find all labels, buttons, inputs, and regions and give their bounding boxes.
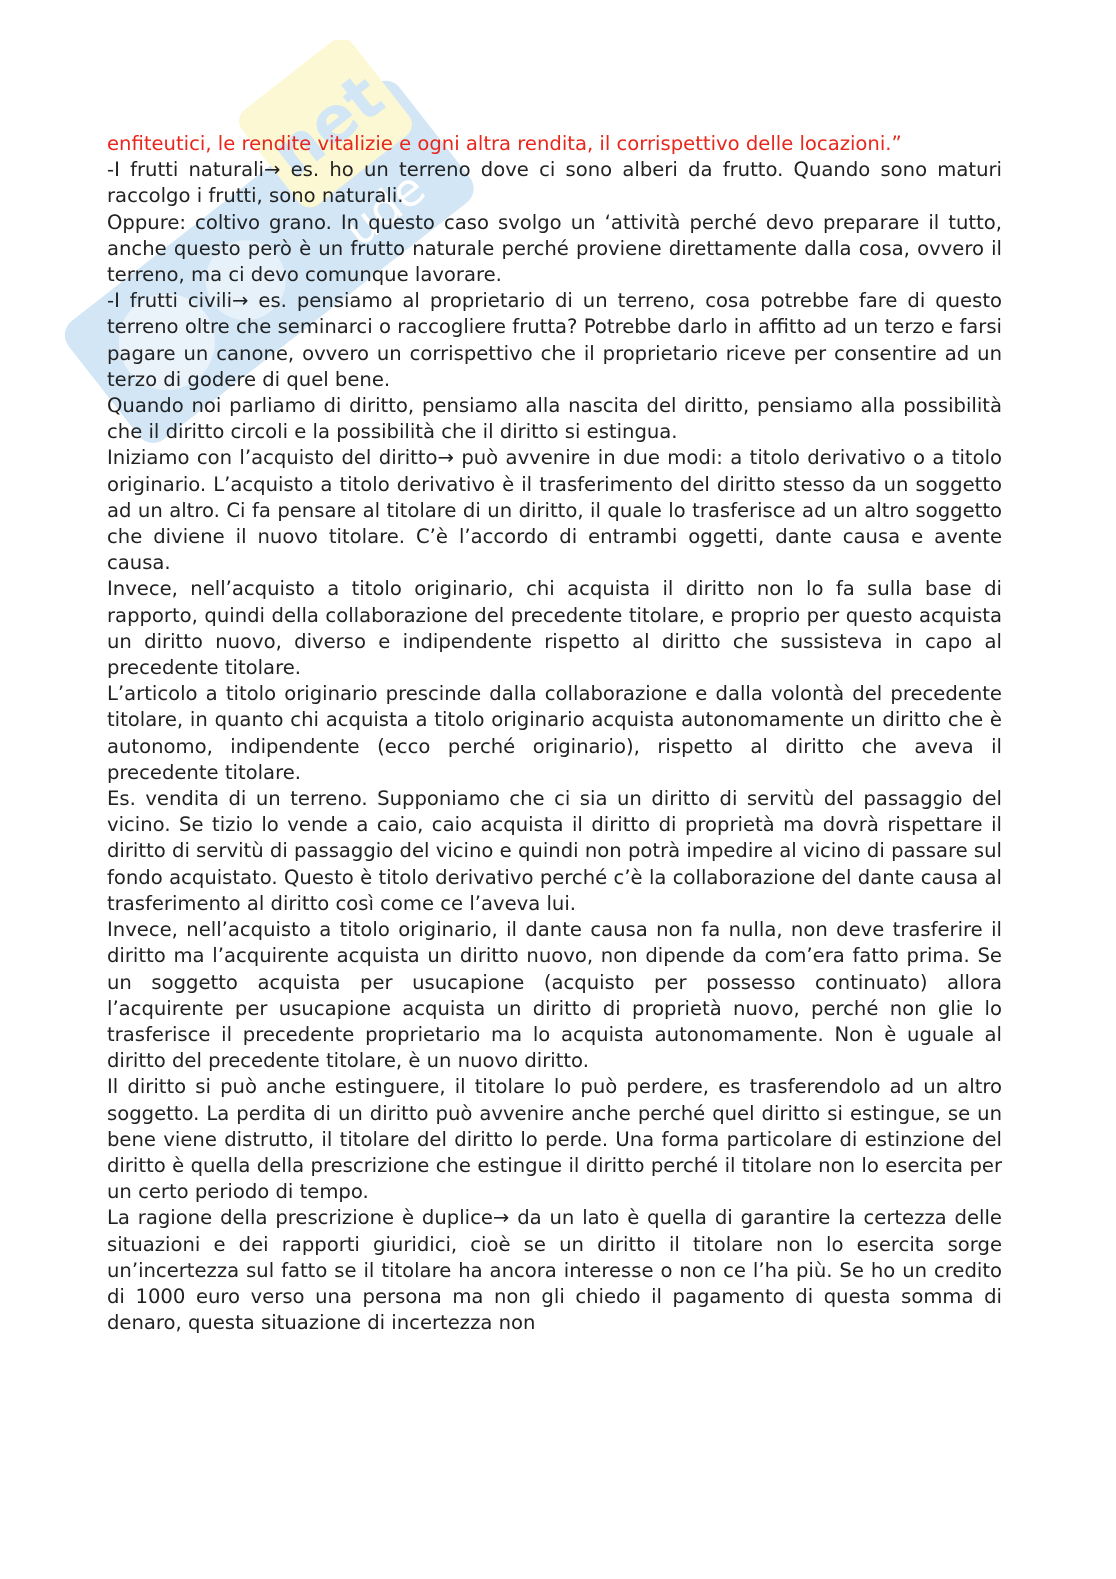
paragraph-civil-fruits: -I frutti civili→ es. pensiamo al proprietario di un terreno, cosa potrebbe fare di questo terreno oltre che seminarci o raccogliere frutta? Potrebbe darlo in affitto ad un terzo e farsi pagare un canone, ovvero un corrispettivo che il proprietario riceve per consentire ad un terzo di godere di quel bene. — [107, 289, 1002, 391]
paragraph-original-title: L’articolo a titolo originario prescinde dalla collaborazione e dalla volontà del precedente titolare, in quanto chi acquista a titolo originario acquista autonomamente un diritto che è autonomo, indipendente (ecco perché originario), rispetto al diritto che aveva il precedente titolare. — [107, 682, 1002, 784]
paragraph-original-acquisition: Invece, nell’acquisto a titolo originario, chi acquista il diritto non lo fa sulla base di rapporto, quindi della collaborazione del precedente titolare, e proprio per questo acquista un diritto nuovo, diverso e indipendente rispetto al diritto che sussisteva in capo al precedente titolare. — [107, 577, 1002, 680]
paragraph-land-sale-example: Es. vendita di un terreno. Supponiamo che ci sia un diritto di servitù del passaggio del vicino. Se tizio lo vende a caio, caio acquista il diritto di proprietà ma dovrà rispettare il diritto di servitù di passaggio del vicino e quindi non potrà impedire al vicino di passare sul fondo acquistato. Questo è titolo derivativo perché c’è la collaborazione del dante causa al trasferimento al diritto così come ce l’aveva lui. — [107, 787, 1002, 915]
paragraph-civil-fruits-quote: enfiteutici, le rendite vitalizie e ogni altra rendita, il corrispettivo delle locazioni.” — [107, 132, 902, 155]
document-body — [107, 131, 1002, 1336]
watermark-text-main: net — [257, 60, 398, 192]
paragraph-right-lifecycle: Quando noi parliamo di diritto, pensiamo alla nascita del diritto, pensiamo alla possibilità che il diritto circoli e la possibilità che il diritto si estingua. — [107, 394, 1002, 444]
paragraph-natural-fruits: -I frutti naturali→ es. ho un terreno dove ci sono alberi da frutto. Quando sono maturi raccolgo i frutti, sono naturali. — [107, 158, 1002, 208]
paragraph-prescription-reason: La ragione della prescrizione è duplice→ da un lato è quella di garantire la certezza delle situazioni e dei rapporti giuridici, cioè se un diritto il titolare non lo esercita sorge un’incertezza sul fatto se il titolare ha ancora interesse o non ce l’ha più. Se ho un credito di 1000 euro verso una persona ma non gli chiedo il pagamento di questa somma di denaro, questa situazione di incertezza non — [107, 1206, 1002, 1335]
paragraph-grain-example: Oppure: coltivo grano. In questo caso svolgo un ‘attività perché devo preparare il tutto, anche questo però è un frutto naturale perché proviene direttamente dalla cosa, ovvero il terreno, ma ci devo comunque lavorare. — [107, 210, 1002, 287]
paragraph-acquisition-modes: Iniziamo con l’acquisto del diritto→ può avvenire in due modi: a titolo derivativo o a titolo originario. L’acquisto a titolo derivativo è il trasferimento del diritto stesso da un soggetto ad un altro. Ci fa pensare al titolare di un diritto, il quale lo trasferisce ad un altro soggetto che diviene il nuovo titolare. C’è l’accordo di entrambi oggetti, dante causa e avente causa. — [107, 446, 1002, 575]
paragraph-extinction: Il diritto si può anche estinguere, il titolare lo può perdere, es trasferendolo ad un altro soggetto. La perdita di un diritto può avvenire anche perché quel diritto si estingue, se un bene viene distrutto, il titolare del diritto lo perde. Una forma particolare di estinzione del diritto è quella della prescrizione che estingue il diritto perché il titolare non lo esercita per un certo periodo di tempo. — [107, 1075, 1002, 1204]
watermark-text-secondary: ude — [333, 160, 436, 257]
paragraph-usucapione: Invece, nell’acquisto a titolo originario, il dante causa non fa nulla, non deve trasferire il diritto ma l’acquirente acquista un diritto nuovo, non dipende da com’era fatto prima. Se un soggetto acquista per usucapione (acquisto per possesso continuato) allora l’acquirente per usucapione acquista un diritto di proprietà nuovo, perché non glie lo trasferisce il precedente proprietario ma lo acquista autonomamente. Non è uguale al diritto del precedente titolare, è un nuovo diritto. — [107, 918, 1002, 1073]
